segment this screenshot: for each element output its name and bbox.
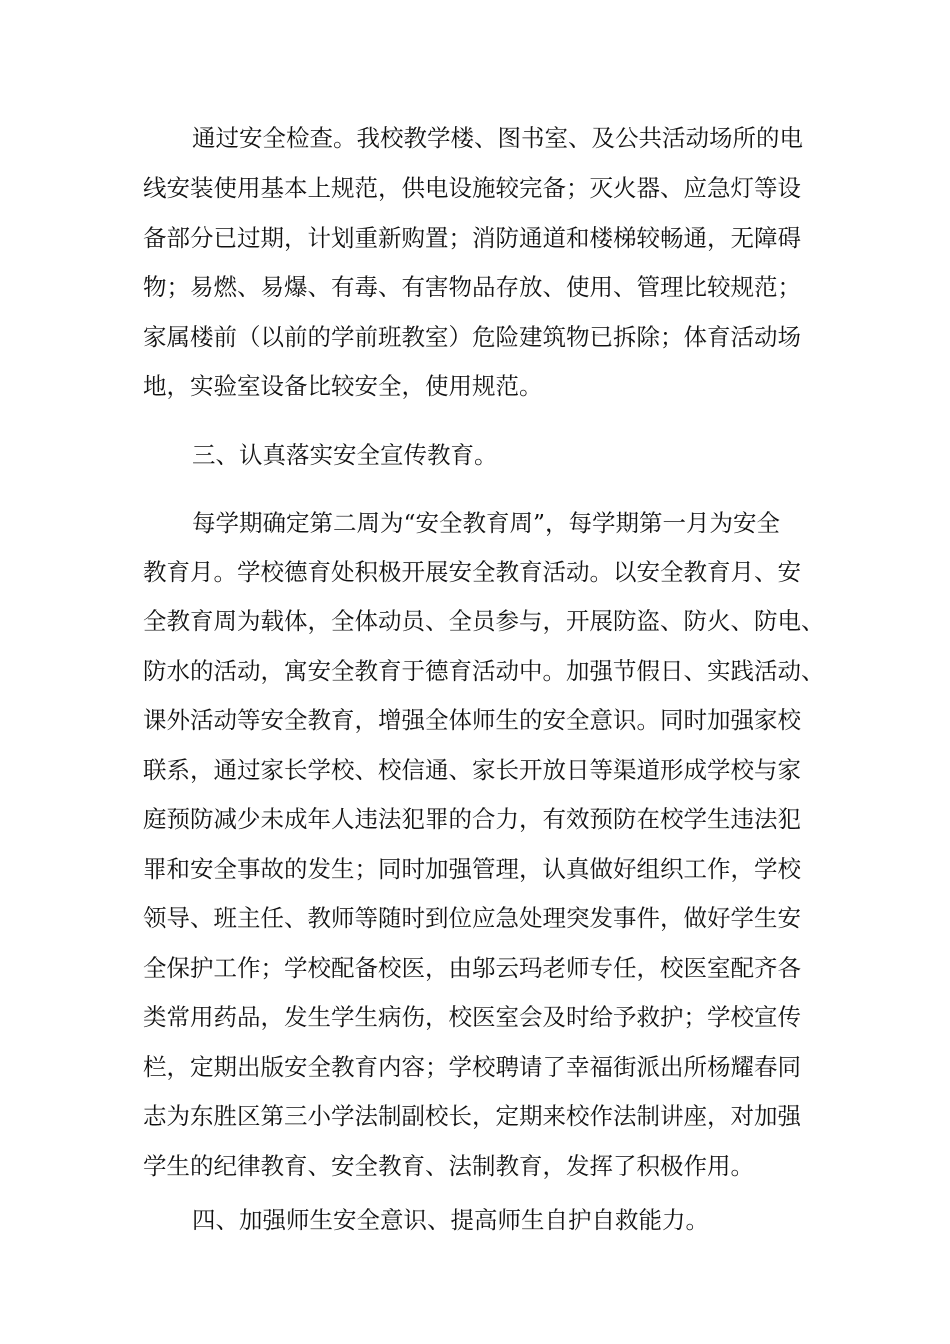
text-line: 联系，通过家长学校、校信通、家长开放日等渠道形成学校与家 [143,756,801,784]
text-line: 庭预防减少未成年人违法犯罪的合力，有效预防在校学生违法犯 [143,805,801,833]
text-line: 备部分已过期，计划重新购置；消防通道和楼梯较畅通，无障碍 [143,224,801,252]
text-line: 栏，定期出版安全教育内容；学校聘请了幸福街派出所杨耀春同 [143,1053,801,1081]
text-line: 类常用药品，发生学生病伤，校医室会及时给予救护；学校宣传 [143,1003,801,1031]
text-line: 课外活动等安全教育，增强全体师生的安全意识。同时加强家校 [143,706,801,734]
text-line: 家属楼前（以前的学前班教室）危险建筑物已拆除；体育活动场 [143,323,801,351]
text-line: 通过安全检查。我校教学楼、图书室、及公共活动场所的电 [192,124,803,152]
text-line: 学生的纪律教育、安全教育、法制教育，发挥了积极作用。 [143,1152,754,1180]
text-line: 防水的活动，寓安全教育于德育活动中。加强节假日、实践活动、 [143,657,825,685]
text-line: 全保护工作；学校配备校医，由邬云玛老师专任，校医室配齐各 [143,954,801,982]
text-line: 地，实验室设备比较安全，使用规范。 [143,372,543,400]
text-line: 罪和安全事故的发生；同时加强管理，认真做好组织工作，学校 [143,855,801,883]
text-line: 物；易燃、易爆、有毒、有害物品存放、使用、管理比较规范； [143,273,801,301]
text-line: 全教育周为载体，全体动员、全员参与，开展防盗、防火、防电、 [143,607,825,635]
text-line: 领导、班主任、教师等随时到位应急处理突发事件，做好学生安 [143,904,801,932]
text-line: 线安装使用基本上规范，供电设施较完备；灭火器、应急灯等设 [143,174,801,202]
text-line: 教育月。学校德育处积极开展安全教育活动。以安全教育月、安 [143,558,801,586]
text-line: 每学期确定第二周为“安全教育周”，每学期第一月为安全 [192,509,781,537]
section-heading-3: 三、认真落实安全宣传教育。 [192,441,498,469]
text-line: 志为东胜区第三小学法制副校长，定期来校作法制讲座，对加强 [143,1102,801,1130]
section-heading-4: 四、加强师生安全意识、提高师生自护自救能力。 [192,1206,709,1234]
